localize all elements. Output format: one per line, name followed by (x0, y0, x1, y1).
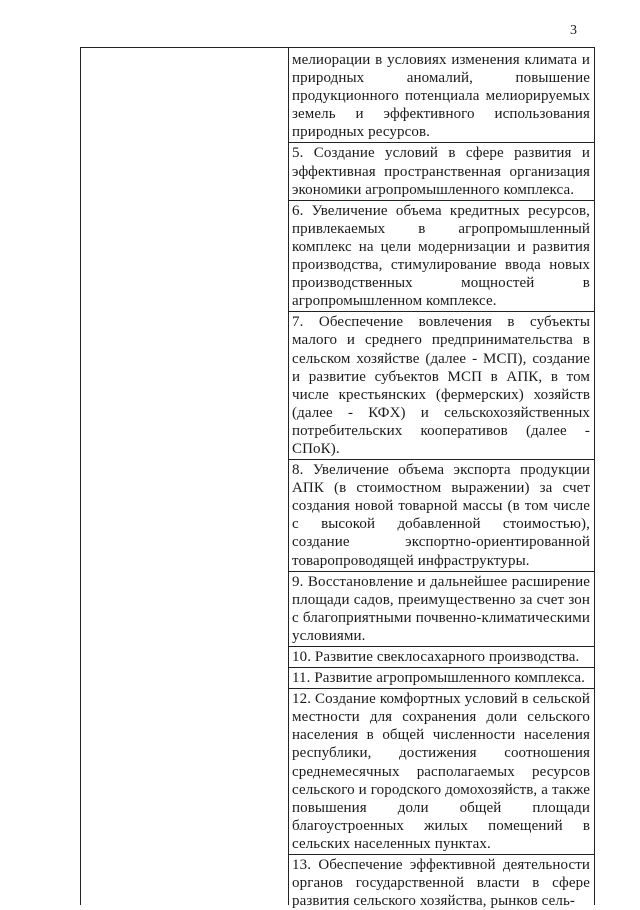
goal-item: 5. Создание условий в сфере развития и эффективная пространственная организация экономики агропромышленного комплекса. (292, 145, 590, 198)
row-divider (288, 200, 594, 201)
goal-item: 6. Увеличение объема кредитных ресурсов, привлекаемых в агропромышленный комплекс на цели модернизации и развития производства, стимулирование ввода новых производственных мощностей в агропромышленном комплексе. (292, 202, 590, 310)
row-divider (288, 646, 594, 647)
goal-item: 10. Развитие свеклосахарного производства. (292, 649, 580, 665)
goal-item: 12. Создание комфортных условий в сельской местности для сохранения доли сельского населения в общей численности населения республики, достижения соотношения среднемесячных располагаемых ресурсов сельского и городского домохозяйств, а также повышения доли общей площади благоустроенных жилых помещений в сельских населенных пунктах. (292, 691, 590, 852)
goal-item: мелиорации в условиях изменения климата и природных аномалий, повышение продукционного потенциала мелиорируемых земель и эффективного использования природных ресурсов. (292, 52, 590, 141)
row-divider (288, 311, 594, 312)
goal-item: 7. Обеспечение вовлечения в субъекты малого и среднего предпринимательства в сельском хозяйстве (далее - МСП), создание и развитие субъектов МСП в АПК, в том числе крестьянских (фермерских) хозяйств (далее - КФХ) и сельскохозяйственных потребительских кооперативов (далее - СПоК). (292, 314, 590, 457)
goal-item: 9. Восстановление и дальнейшее расширение площади садов, преимущественно за счет зон с благоприятными почвенно-климатическими условиями. (292, 573, 590, 644)
goal-item: 8. Увеличение объема экспорта продукции АПК (в стоимостном выражении) за счет создания новой товарной массы (в том числе с высокой добавленной стоимостью), создание экспортно-ориентированной товаропроводящей инфраструктуры. (292, 462, 590, 569)
row-divider (288, 667, 594, 668)
row-divider (288, 459, 594, 460)
goals-table (80, 47, 595, 910)
row-divider (288, 571, 594, 572)
row-divider (288, 688, 594, 689)
row-divider (288, 142, 594, 143)
column-divider (288, 48, 289, 905)
goal-item: 11. Развитие агропромышленного комплекса. (292, 670, 586, 687)
page-number: 3 (570, 23, 577, 38)
goals-cell (292, 51, 590, 910)
goal-item: 13. Обеспечение эффективной деятельности органов государственной власти в сфере развития сельского хозяйства, рынков сель- (292, 857, 590, 910)
row-divider (288, 854, 594, 855)
